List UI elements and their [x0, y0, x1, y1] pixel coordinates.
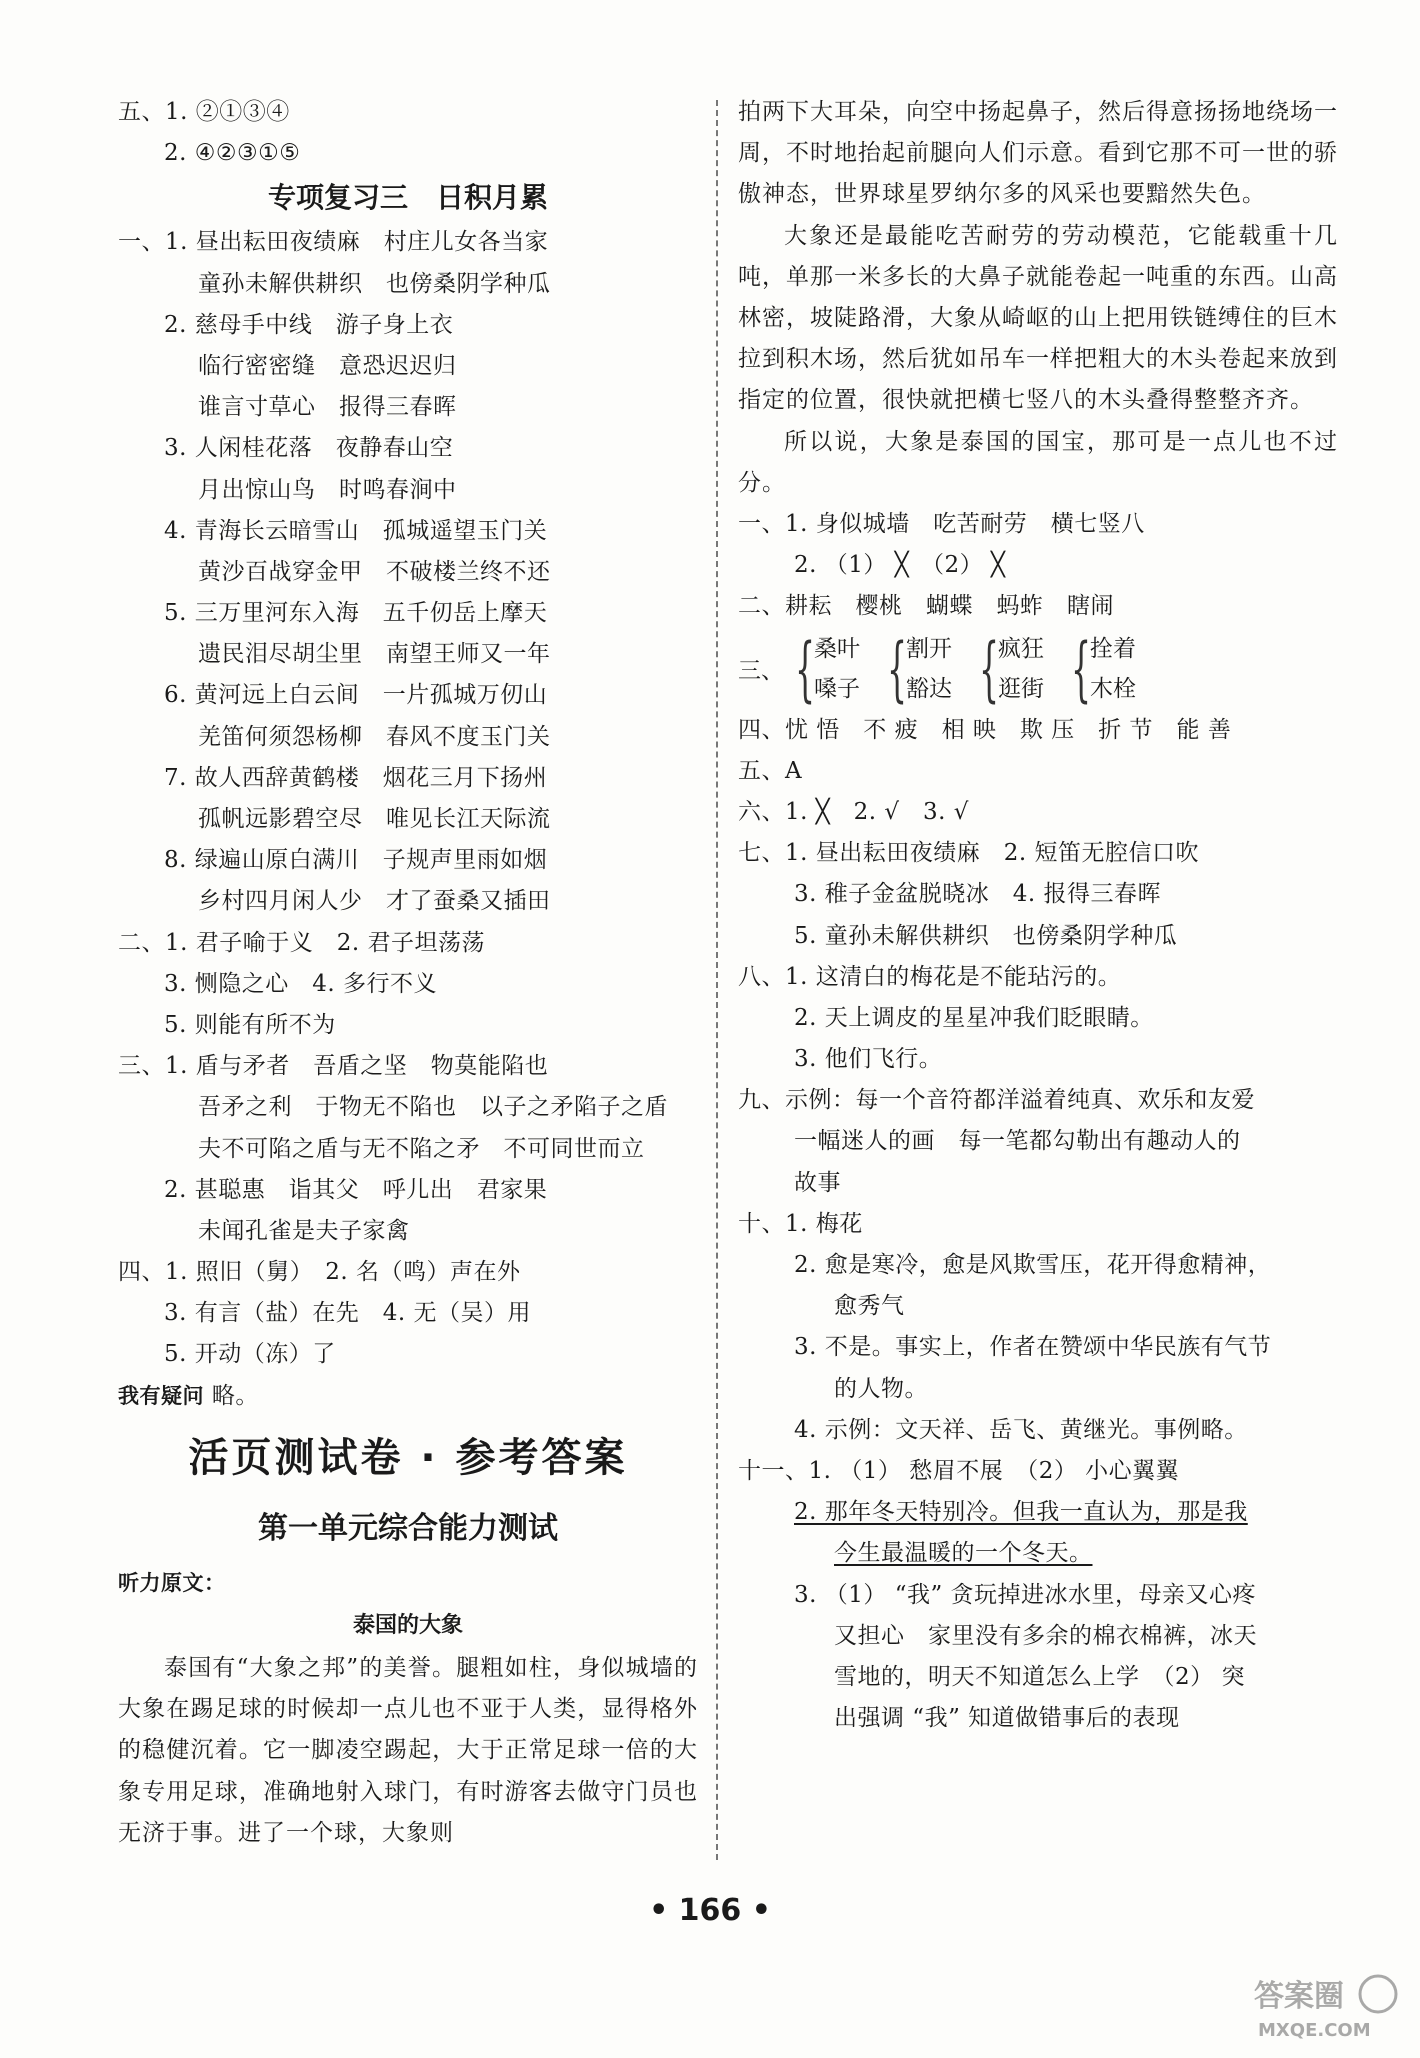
brace-word: 割开 [906, 635, 952, 662]
answer-line: 十一、1. （1） 愁眉不展 （2） 小心翼翼 [738, 1457, 1180, 1484]
answer-line: 故事 [794, 1169, 841, 1196]
watermark-text-2: MXQE.COM [1258, 2020, 1371, 2041]
answer-line: 童孙未解供耕织 也傍桑阴学种瓜 [198, 270, 551, 297]
answer-line: 的人物。 [834, 1375, 928, 1402]
answers-block-a [738, 504, 1338, 628]
curly-brace-icon: { [886, 627, 907, 710]
answer-line: 二、1. 君子喻于义 2. 君子坦荡荡 [118, 929, 486, 956]
answer-line: 出强调 “我” 知道做错事后的表现 [834, 1705, 1180, 1732]
review-answers [118, 222, 698, 1375]
left-column [118, 92, 698, 1854]
answer-line: 七、1. 昼出耘田夜绩麻 2. 短笛无腔信口吹 [738, 840, 1200, 867]
curly-brace-icon: { [978, 627, 999, 710]
answer-line: 3. 稚子金盆脱晓冰 4. 报得三春晖 [794, 881, 1162, 908]
brace-items [814, 629, 860, 709]
answer-line: 二、耕耘 樱桃 蝴蝶 蚂蚱 瞎闹 [738, 593, 1114, 620]
answer-line: 8. 绿遍山原白满川 子规声里雨如烟 [164, 847, 548, 874]
answer-line: 月出惊山鸟 时鸣春涧中 [198, 476, 457, 503]
answer-11-2b [738, 1533, 1338, 1574]
answer-line: 羌笛何须怨杨柳 春风不度玉门关 [198, 723, 551, 750]
right-column [738, 92, 1338, 1739]
answer-line: 黄沙百战穿金甲 不破楼兰终不还 [198, 558, 551, 585]
answer-line: 八、1. 这清白的梅花是不能玷污的。 [738, 963, 1122, 990]
story-paragraph-2: 大象还是最能吃苦耐劳的劳动模范，它能载重十几吨，单那一米多长的大鼻子就能卷起一吨重的东西。山高林密，坡陡路滑，大象从崎岖的山上把用铁链缚住的巨木拉到积木场，然后犹如吊车一样把粗大的木头卷起来放到指定的位置，很快就把横七竖八的木头叠得整整齐齐。 [738, 222, 1338, 414]
answer-line: 3. 人闲桂花落 夜静春山空 [164, 435, 454, 462]
answer-line: 五、A [738, 757, 803, 784]
brace-items [998, 629, 1044, 709]
column-divider [716, 100, 718, 1860]
brace-items [1090, 629, 1136, 709]
brace-answers-label: 三、 [738, 658, 784, 685]
answer-line: 5. 开动（冻）了 [164, 1341, 336, 1368]
answer-line: 5. 三万里河东入海 五千仞岳上摩天 [164, 600, 548, 627]
underlined-sentence-a: 2. 那年冬天特别冷。但我一直认为，那是我 [794, 1499, 1248, 1526]
answer-line: 雪地的，明天不知道怎么上学 （2） 突 [834, 1663, 1245, 1690]
brace-group [974, 629, 1044, 709]
answer-line: 2. （1） ╳ （2） ╳ [794, 552, 1006, 579]
answer-line: 3. 他们飞行。 [794, 1046, 943, 1073]
answer-line: 3. 不是。事实上，作者在赞颂中华民族有气节 [794, 1334, 1272, 1361]
answer-line: 3. 恻隐之心 4. 多行不义 [164, 970, 438, 997]
story-paragraph-cont: 拍两下大耳朵，向空中扬起鼻子，然后得意扬扬地绕场一周，不时地抬起前腿向人们示意。看到它那不可一世的骄傲神态，世界球星罗纳尔多的风采也要黯然失色。 [738, 99, 1338, 208]
doubt-line [118, 1376, 698, 1417]
listen-label: 听力原文： [118, 1570, 226, 1595]
answer-line: 4. 示例：文天祥、岳飞、黄继光。事例略。 [794, 1416, 1248, 1443]
answer-line: 2. 天上调皮的星星冲我们眨眼睛。 [794, 1004, 1154, 1031]
answer-line: 遗民泪尽胡尘里 南望王师又一年 [198, 641, 551, 668]
answer-line: 2. 甚聪惠 诣其父 呼儿出 君家果 [164, 1176, 548, 1203]
answers-block-c [738, 1575, 1338, 1740]
brace-word: 豁达 [906, 675, 952, 702]
answer-line: 6. 黄河远上白云间 一片孤城万仞山 [164, 682, 548, 709]
answers-block-b [738, 710, 1338, 1493]
unit-title: 第一单元综合能力测试 [258, 1510, 558, 1546]
answer-line: 谁言寸草心 报得三春晖 [198, 394, 457, 421]
answer-line: 十、1. 梅花 [738, 1210, 863, 1237]
answer-line: 愈秀气 [834, 1293, 905, 1320]
brace-word: 木栓 [1090, 675, 1136, 702]
answer-line: 九、示例：每一个音符都洋溢着纯真、欢乐和友爱 [738, 1087, 1255, 1114]
brace-word: 疯狂 [998, 635, 1044, 662]
answer-11-2a [738, 1492, 1338, 1533]
answer-line: 吾矛之利 于物无不陷也 以子之矛陷子之盾 [198, 1094, 668, 1121]
answer-line: 一幅迷人的画 每一笔都勾勒出有趣动人的 [794, 1128, 1241, 1155]
doubt-text: 略。 [211, 1382, 259, 1409]
answer-line: 未闻孔雀是夫子家禽 [198, 1217, 410, 1244]
answer-line: 六、1. ╳ 2. √ 3. √ [738, 798, 969, 825]
brace-word: 逛街 [998, 675, 1044, 702]
review-section-title: 专项复习三 日积月累 [267, 181, 548, 215]
story-title: 泰国的大象 [352, 1613, 463, 1638]
answer-line: 5. 则能有所不为 [164, 1011, 336, 1038]
brace-groups [790, 629, 1158, 709]
brace-items [906, 629, 952, 709]
answer-line: 四、忧 悟 不 疲 相 映 欺 压 折 节 能 善 [738, 716, 1232, 743]
answer-line: 临行密密缝 意恐迟迟归 [198, 352, 457, 379]
brace-word: 桑叶 [814, 635, 860, 662]
answer-line: 2. 愈是寒冷，愈是风欺雪压，花开得愈精神， [794, 1252, 1272, 1279]
answer-line: 3. 有言（盐）在先 4. 无（吴）用 [164, 1300, 532, 1327]
curly-brace-icon: { [1070, 627, 1091, 710]
brace-group [882, 629, 952, 709]
answer-line: 又担心 家里没有多余的棉衣棉裤，冰天 [834, 1622, 1257, 1649]
answer-line: 孤帆远影碧空尽 唯见长江天际流 [198, 806, 551, 832]
underlined-sentence-b: 今生最温暖的一个冬天。 [834, 1540, 1093, 1567]
answer-line: 三、1. 盾与矛者 吾盾之坚 物莫能陷也 [118, 1053, 549, 1080]
brace-word: 拴着 [1090, 635, 1136, 662]
curly-brace-icon: { [794, 627, 815, 710]
brace-group [790, 629, 860, 709]
watermark-text-1: 答案圈 [1254, 1979, 1344, 2014]
story-paragraph-3: 所以说，大象是泰国的国宝，那可是一点儿也不过分。 [738, 428, 1338, 496]
big-title: 活页测试卷 · 参考答案 [188, 1434, 628, 1481]
answer-line: 3. （1） “我” 贪玩掉进冰水里，母亲又心疼 [794, 1581, 1257, 1608]
answer-line: 2. ④②③①⑤ [164, 140, 301, 167]
answer-line: 7. 故人西辞黄鹤楼 烟花三月下扬州 [164, 764, 548, 791]
watermark-logo [1250, 1968, 1400, 2044]
doubt-label: 我有疑问 [118, 1383, 204, 1408]
left-top-answers [118, 92, 698, 174]
answer-line: 一、1. 昼出耘田夜绩麻 村庄儿女各当家 [118, 229, 549, 256]
answer-line: 夫不可陷之盾与无不陷之矛 不可同世而立 [198, 1135, 645, 1162]
page-number: • 166 • [649, 1893, 771, 1928]
brace-word: 嗓子 [814, 675, 860, 702]
answer-line: 4. 青海长云暗雪山 孤城遥望玉门关 [164, 517, 548, 544]
brace-group [1066, 629, 1136, 709]
answer-line: 乡村四月闲人少 才了蚕桑又插田 [198, 888, 551, 915]
answer-line: 2. 慈母手中线 游子身上衣 [164, 311, 454, 338]
answer-line: 一、1. 身似城墙 吃苦耐劳 横七竖八 [738, 511, 1145, 538]
answer-line: 五、1. ②①③④ [118, 99, 290, 125]
answer-line: 四、1. 照旧（舅） 2. 名（鸣）声在外 [118, 1259, 521, 1286]
story-paragraph: 泰国有“大象之邦”的美誉。腿粗如柱，身似城墙的大象在踢足球的时候却一点儿也不亚于人类，显得格外的稳健沉着。它一脚凌空踢起，大于正常足球一倍的大象专用足球，准确地射入球门，有时游客去做守门员也无济于事。进了一个球，大象则 [118, 1655, 698, 1846]
brace-answers [738, 628, 1338, 710]
answer-line: 5. 童孙未解供耕织 也傍桑阴学种瓜 [794, 922, 1178, 949]
